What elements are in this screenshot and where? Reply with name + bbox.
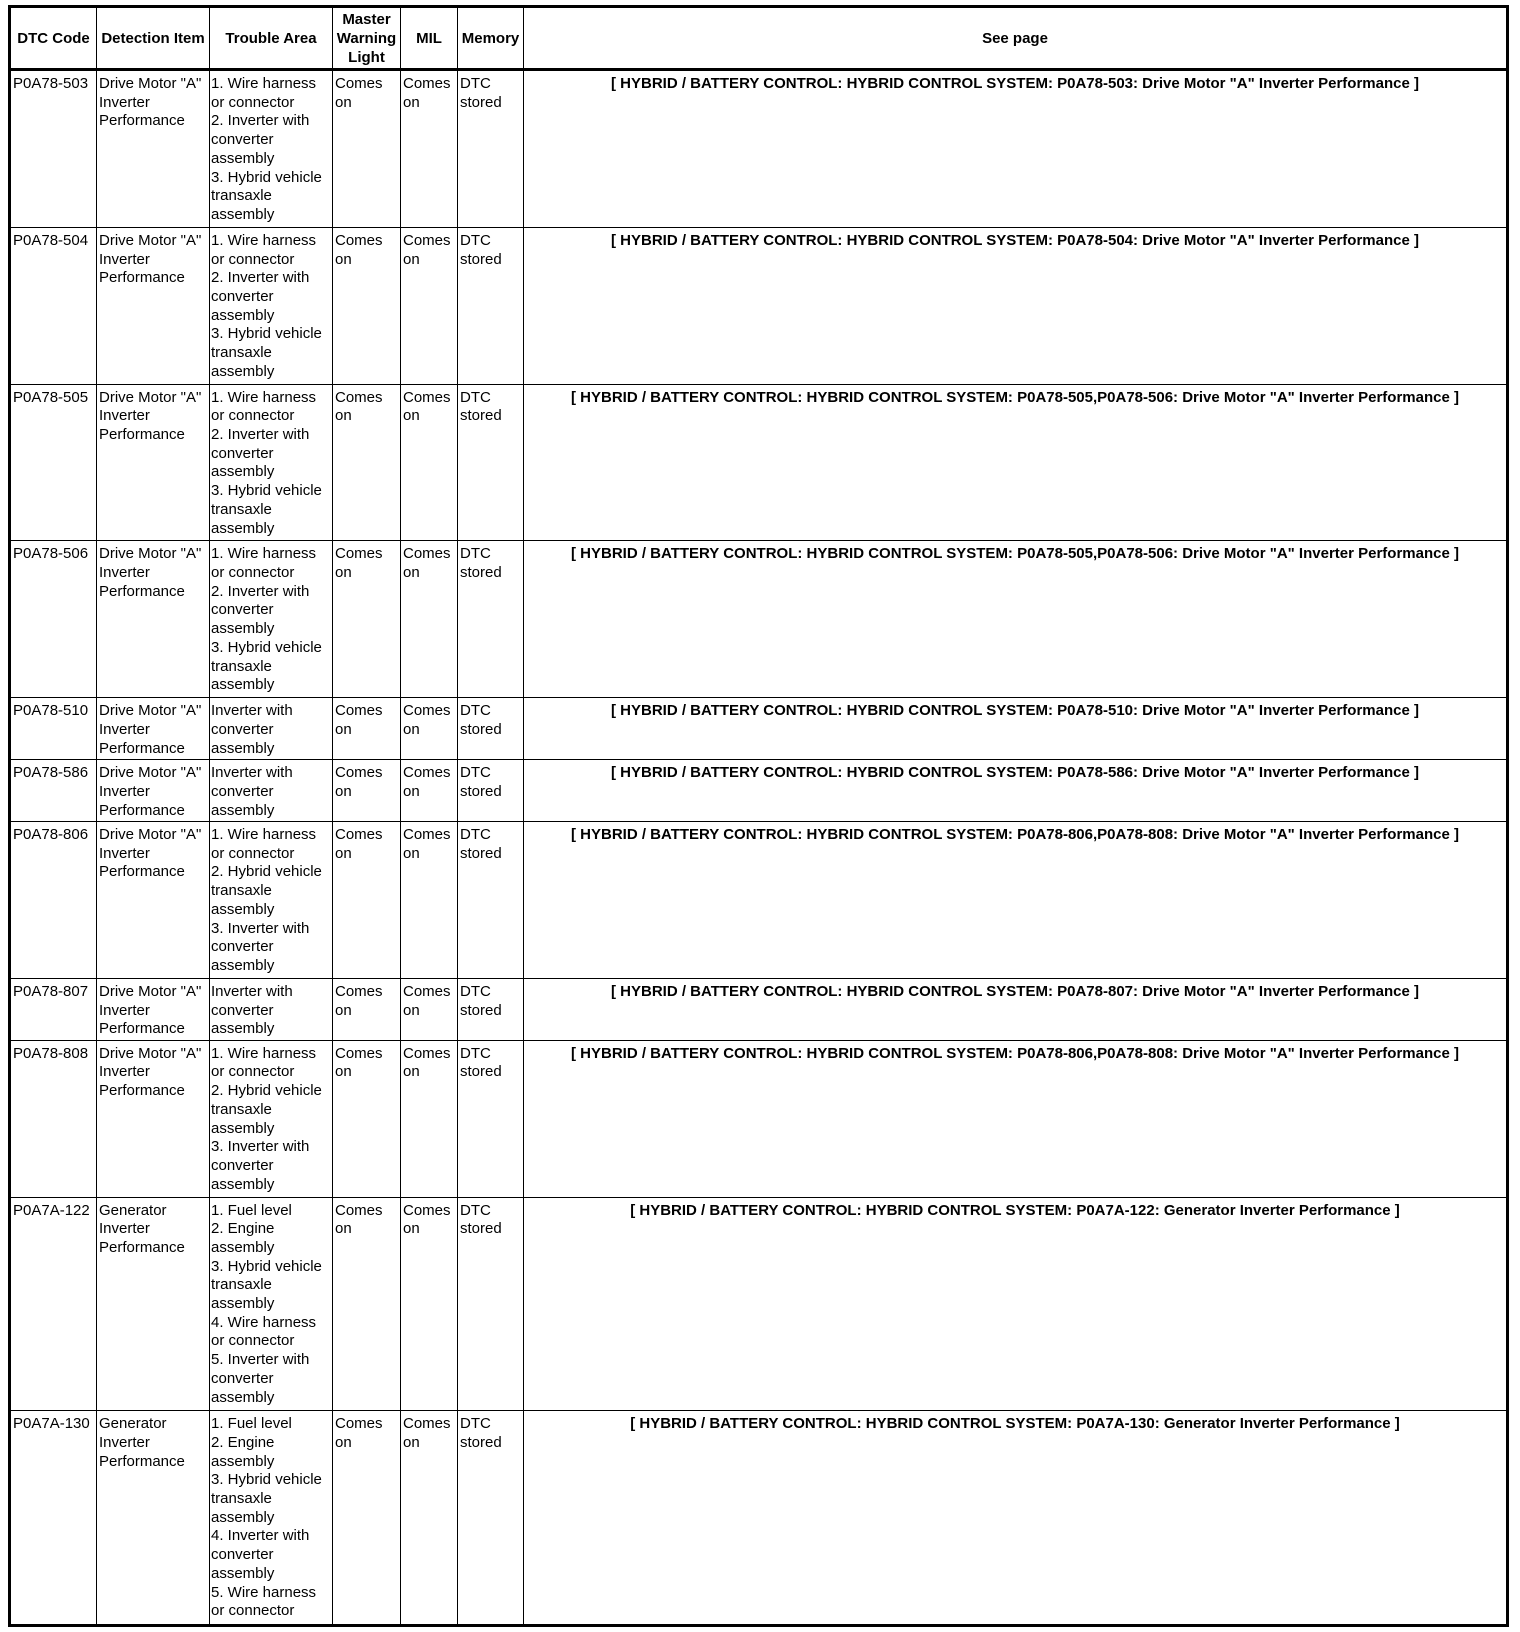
- dtc-code-cell: P0A78-807: [10, 978, 97, 1040]
- master-warning-light-cell: Comes on: [333, 698, 401, 760]
- dtc-code-cell: P0A78-586: [10, 760, 97, 822]
- trouble-area-item: Inverter with converter assembly: [211, 702, 293, 757]
- detection-item-cell: Generator Inverter Performance: [97, 1197, 210, 1411]
- table-row: [10, 1040, 1508, 1197]
- mil-cell: Comes on: [401, 1040, 458, 1197]
- detection-item-cell: Drive Motor "A" Inverter Performance: [97, 227, 210, 384]
- dtc-code-cell: P0A7A-122: [10, 1197, 97, 1411]
- memory-cell: DTC stored: [458, 1197, 524, 1411]
- trouble-area-cell: [210, 1197, 333, 1411]
- dtc-code-cell: P0A78-504: [10, 227, 97, 384]
- trouble-area-item: 3. Hybrid vehicle transaxle assembly: [211, 1471, 322, 1526]
- trouble-area-cell: [210, 1411, 333, 1626]
- trouble-area-item: Inverter with converter assembly: [211, 982, 293, 1038]
- memory-cell: DTC stored: [458, 541, 524, 698]
- see-page-cell: [ HYBRID / BATTERY CONTROL: HYBRID CONTROL SYSTEM: P0A78-807: Drive Motor "A" Inverter Performance ]: [524, 978, 1508, 1040]
- table-row: [10, 698, 1508, 760]
- dtc-code-cell: P0A78-510: [10, 698, 97, 760]
- table-body: [10, 70, 1508, 1626]
- header-memory: Memory: [458, 7, 524, 70]
- trouble-area-cell: [210, 760, 333, 822]
- dtc-code-cell: P0A7A-130: [10, 1411, 97, 1626]
- trouble-area-item: 1. Fuel level: [211, 1201, 292, 1219]
- header-see-page: See page: [524, 7, 1508, 70]
- trouble-area-item: 1. Wire harness or connector: [211, 545, 317, 582]
- mil-cell: Comes on: [401, 978, 458, 1040]
- trouble-area-item: 2. Inverter with converter assembly: [211, 269, 310, 324]
- dtc-code-cell: P0A78-506: [10, 541, 97, 698]
- trouble-area-cell: [210, 822, 333, 979]
- memory-cell: DTC stored: [458, 760, 524, 822]
- see-page-cell: [ HYBRID / BATTERY CONTROL: HYBRID CONTROL SYSTEM: P0A78-806,P0A78-808: Drive Motor "A" Inverter Performance ]: [524, 1040, 1508, 1197]
- trouble-area-item: 3. Hybrid vehicle transaxle assembly: [211, 325, 322, 380]
- table-row: [10, 384, 1508, 541]
- master-warning-light-cell: Comes on: [333, 1040, 401, 1197]
- trouble-area-item: 2. Engine assembly: [211, 1220, 275, 1256]
- see-page-cell: [ HYBRID / BATTERY CONTROL: HYBRID CONTROL SYSTEM: P0A78-510: Drive Motor "A" Inverter Performance ]: [524, 698, 1508, 760]
- mil-cell: Comes on: [401, 227, 458, 384]
- master-warning-light-cell: Comes on: [333, 978, 401, 1040]
- memory-cell: DTC stored: [458, 227, 524, 384]
- detection-item-cell: Drive Motor "A" Inverter Performance: [97, 698, 210, 760]
- mil-cell: Comes on: [401, 384, 458, 541]
- memory-cell: DTC stored: [458, 978, 524, 1040]
- master-warning-light-cell: Comes on: [333, 822, 401, 979]
- trouble-area-item: 2. Inverter with converter assembly: [211, 112, 310, 167]
- see-page-cell: [ HYBRID / BATTERY CONTROL: HYBRID CONTROL SYSTEM: P0A78-504: Drive Motor "A" Inverter Performance ]: [524, 227, 1508, 384]
- master-warning-light-cell: Comes on: [333, 1411, 401, 1626]
- trouble-area-item: 4. Inverter with converter assembly: [211, 1527, 310, 1582]
- see-page-cell: [ HYBRID / BATTERY CONTROL: HYBRID CONTROL SYSTEM: P0A78-505,P0A78-506: Drive Motor "A" Inverter Performance ]: [524, 541, 1508, 698]
- trouble-area-item: 3. Hybrid vehicle transaxle assembly: [211, 168, 322, 223]
- table-row: [10, 822, 1508, 979]
- see-page-cell: [ HYBRID / BATTERY CONTROL: HYBRID CONTROL SYSTEM: P0A78-503: Drive Motor "A" Inverter Performance ]: [524, 70, 1508, 228]
- memory-cell: DTC stored: [458, 822, 524, 979]
- memory-cell: DTC stored: [458, 1411, 524, 1626]
- detection-item-cell: Drive Motor "A" Inverter Performance: [97, 541, 210, 698]
- table-row: [10, 541, 1508, 698]
- header-dtc-code: DTC Code: [10, 7, 97, 70]
- header-detection-item: Detection Item: [97, 7, 210, 70]
- trouble-area-item: 3. Hybrid vehicle transaxle assembly: [211, 638, 322, 694]
- trouble-area-item: 3. Hybrid vehicle transaxle assembly: [211, 1257, 322, 1313]
- dtc-code-cell: P0A78-505: [10, 384, 97, 541]
- trouble-area-item: 3. Hybrid vehicle transaxle assembly: [211, 482, 322, 537]
- see-page-cell: [ HYBRID / BATTERY CONTROL: HYBRID CONTROL SYSTEM: P0A78-806,P0A78-808: Drive Motor "A" Inverter Performance ]: [524, 822, 1508, 979]
- master-warning-light-cell: Comes on: [333, 227, 401, 384]
- trouble-area-cell: [210, 541, 333, 698]
- trouble-area-item: 2. Inverter with converter assembly: [211, 425, 310, 481]
- trouble-area-item: 2. Engine assembly: [211, 1433, 275, 1470]
- dtc-code-cell: P0A78-806: [10, 822, 97, 979]
- see-page-cell: [ HYBRID / BATTERY CONTROL: HYBRID CONTROL SYSTEM: P0A7A-122: Generator Inverter Performance ]: [524, 1197, 1508, 1411]
- dtc-code-cell: P0A78-808: [10, 1040, 97, 1197]
- trouble-area-item: 1. Wire harness or connector: [211, 75, 317, 111]
- trouble-area-cell: [210, 227, 333, 384]
- table-row: [10, 978, 1508, 1040]
- trouble-area-item: 5. Wire harness or connector: [211, 1583, 317, 1620]
- detection-item-cell: Drive Motor "A" Inverter Performance: [97, 70, 210, 228]
- trouble-area-cell: [210, 384, 333, 541]
- memory-cell: DTC stored: [458, 70, 524, 228]
- header-row: [10, 7, 1508, 70]
- trouble-area-cell: [210, 70, 333, 228]
- master-warning-light-cell: Comes on: [333, 541, 401, 698]
- trouble-area-item: 2. Hybrid vehicle transaxle assembly: [211, 863, 322, 918]
- header-master-warning-light: Master Warning Light: [333, 7, 401, 70]
- dtc-table: [8, 5, 1509, 1627]
- see-page-cell: [ HYBRID / BATTERY CONTROL: HYBRID CONTROL SYSTEM: P0A78-505,P0A78-506: Drive Motor "A" Inverter Performance ]: [524, 384, 1508, 541]
- trouble-area-cell: [210, 1040, 333, 1197]
- master-warning-light-cell: Comes on: [333, 70, 401, 228]
- table-row: [10, 70, 1508, 228]
- header-trouble-area: Trouble Area: [210, 7, 333, 70]
- trouble-area-item: 3. Inverter with converter assembly: [211, 919, 310, 974]
- trouble-area-item: 1. Wire harness or connector: [211, 826, 317, 862]
- mil-cell: Comes on: [401, 1197, 458, 1411]
- mil-cell: Comes on: [401, 70, 458, 228]
- table-row: [10, 760, 1508, 822]
- trouble-area-item: 1. Wire harness or connector: [211, 231, 317, 268]
- trouble-area-cell: [210, 698, 333, 760]
- detection-item-cell: Drive Motor "A" Inverter Performance: [97, 760, 210, 822]
- mil-cell: Comes on: [401, 541, 458, 698]
- memory-cell: DTC stored: [458, 384, 524, 541]
- detection-item-cell: Drive Motor "A" Inverter Performance: [97, 384, 210, 541]
- mil-cell: Comes on: [401, 760, 458, 822]
- trouble-area-item: 1. Fuel level: [211, 1415, 292, 1433]
- table-row: [10, 1411, 1508, 1626]
- detection-item-cell: Generator Inverter Performance: [97, 1411, 210, 1626]
- trouble-area-item: 3. Inverter with converter assembly: [211, 1138, 310, 1193]
- trouble-area-item: 5. Inverter with converter assembly: [211, 1351, 310, 1406]
- master-warning-light-cell: Comes on: [333, 384, 401, 541]
- see-page-cell: [ HYBRID / BATTERY CONTROL: HYBRID CONTROL SYSTEM: P0A7A-130: Generator Inverter Performance ]: [524, 1411, 1508, 1626]
- trouble-area-item: 2. Hybrid vehicle transaxle assembly: [211, 1082, 322, 1137]
- trouble-area-item: 4. Wire harness or connector: [211, 1313, 317, 1350]
- mil-cell: Comes on: [401, 698, 458, 760]
- trouble-area-item: 1. Wire harness or connector: [211, 1044, 317, 1081]
- trouble-area-item: Inverter with converter assembly: [211, 764, 293, 819]
- master-warning-light-cell: Comes on: [333, 1197, 401, 1411]
- detection-item-cell: Drive Motor "A" Inverter Performance: [97, 822, 210, 979]
- trouble-area-item: 1. Wire harness or connector: [211, 388, 317, 425]
- table-row: [10, 227, 1508, 384]
- dtc-code-cell: P0A78-503: [10, 70, 97, 228]
- table-header: [10, 7, 1508, 70]
- memory-cell: DTC stored: [458, 1040, 524, 1197]
- trouble-area-cell: [210, 978, 333, 1040]
- master-warning-light-cell: Comes on: [333, 760, 401, 822]
- table-row: [10, 1197, 1508, 1411]
- detection-item-cell: Drive Motor "A" Inverter Performance: [97, 1040, 210, 1197]
- detection-item-cell: Drive Motor "A" Inverter Performance: [97, 978, 210, 1040]
- memory-cell: DTC stored: [458, 698, 524, 760]
- mil-cell: Comes on: [401, 822, 458, 979]
- mil-cell: Comes on: [401, 1411, 458, 1626]
- header-mil: MIL: [401, 7, 458, 70]
- trouble-area-item: 2. Inverter with converter assembly: [211, 582, 310, 638]
- see-page-cell: [ HYBRID / BATTERY CONTROL: HYBRID CONTROL SYSTEM: P0A78-586: Drive Motor "A" Inverter Performance ]: [524, 760, 1508, 822]
